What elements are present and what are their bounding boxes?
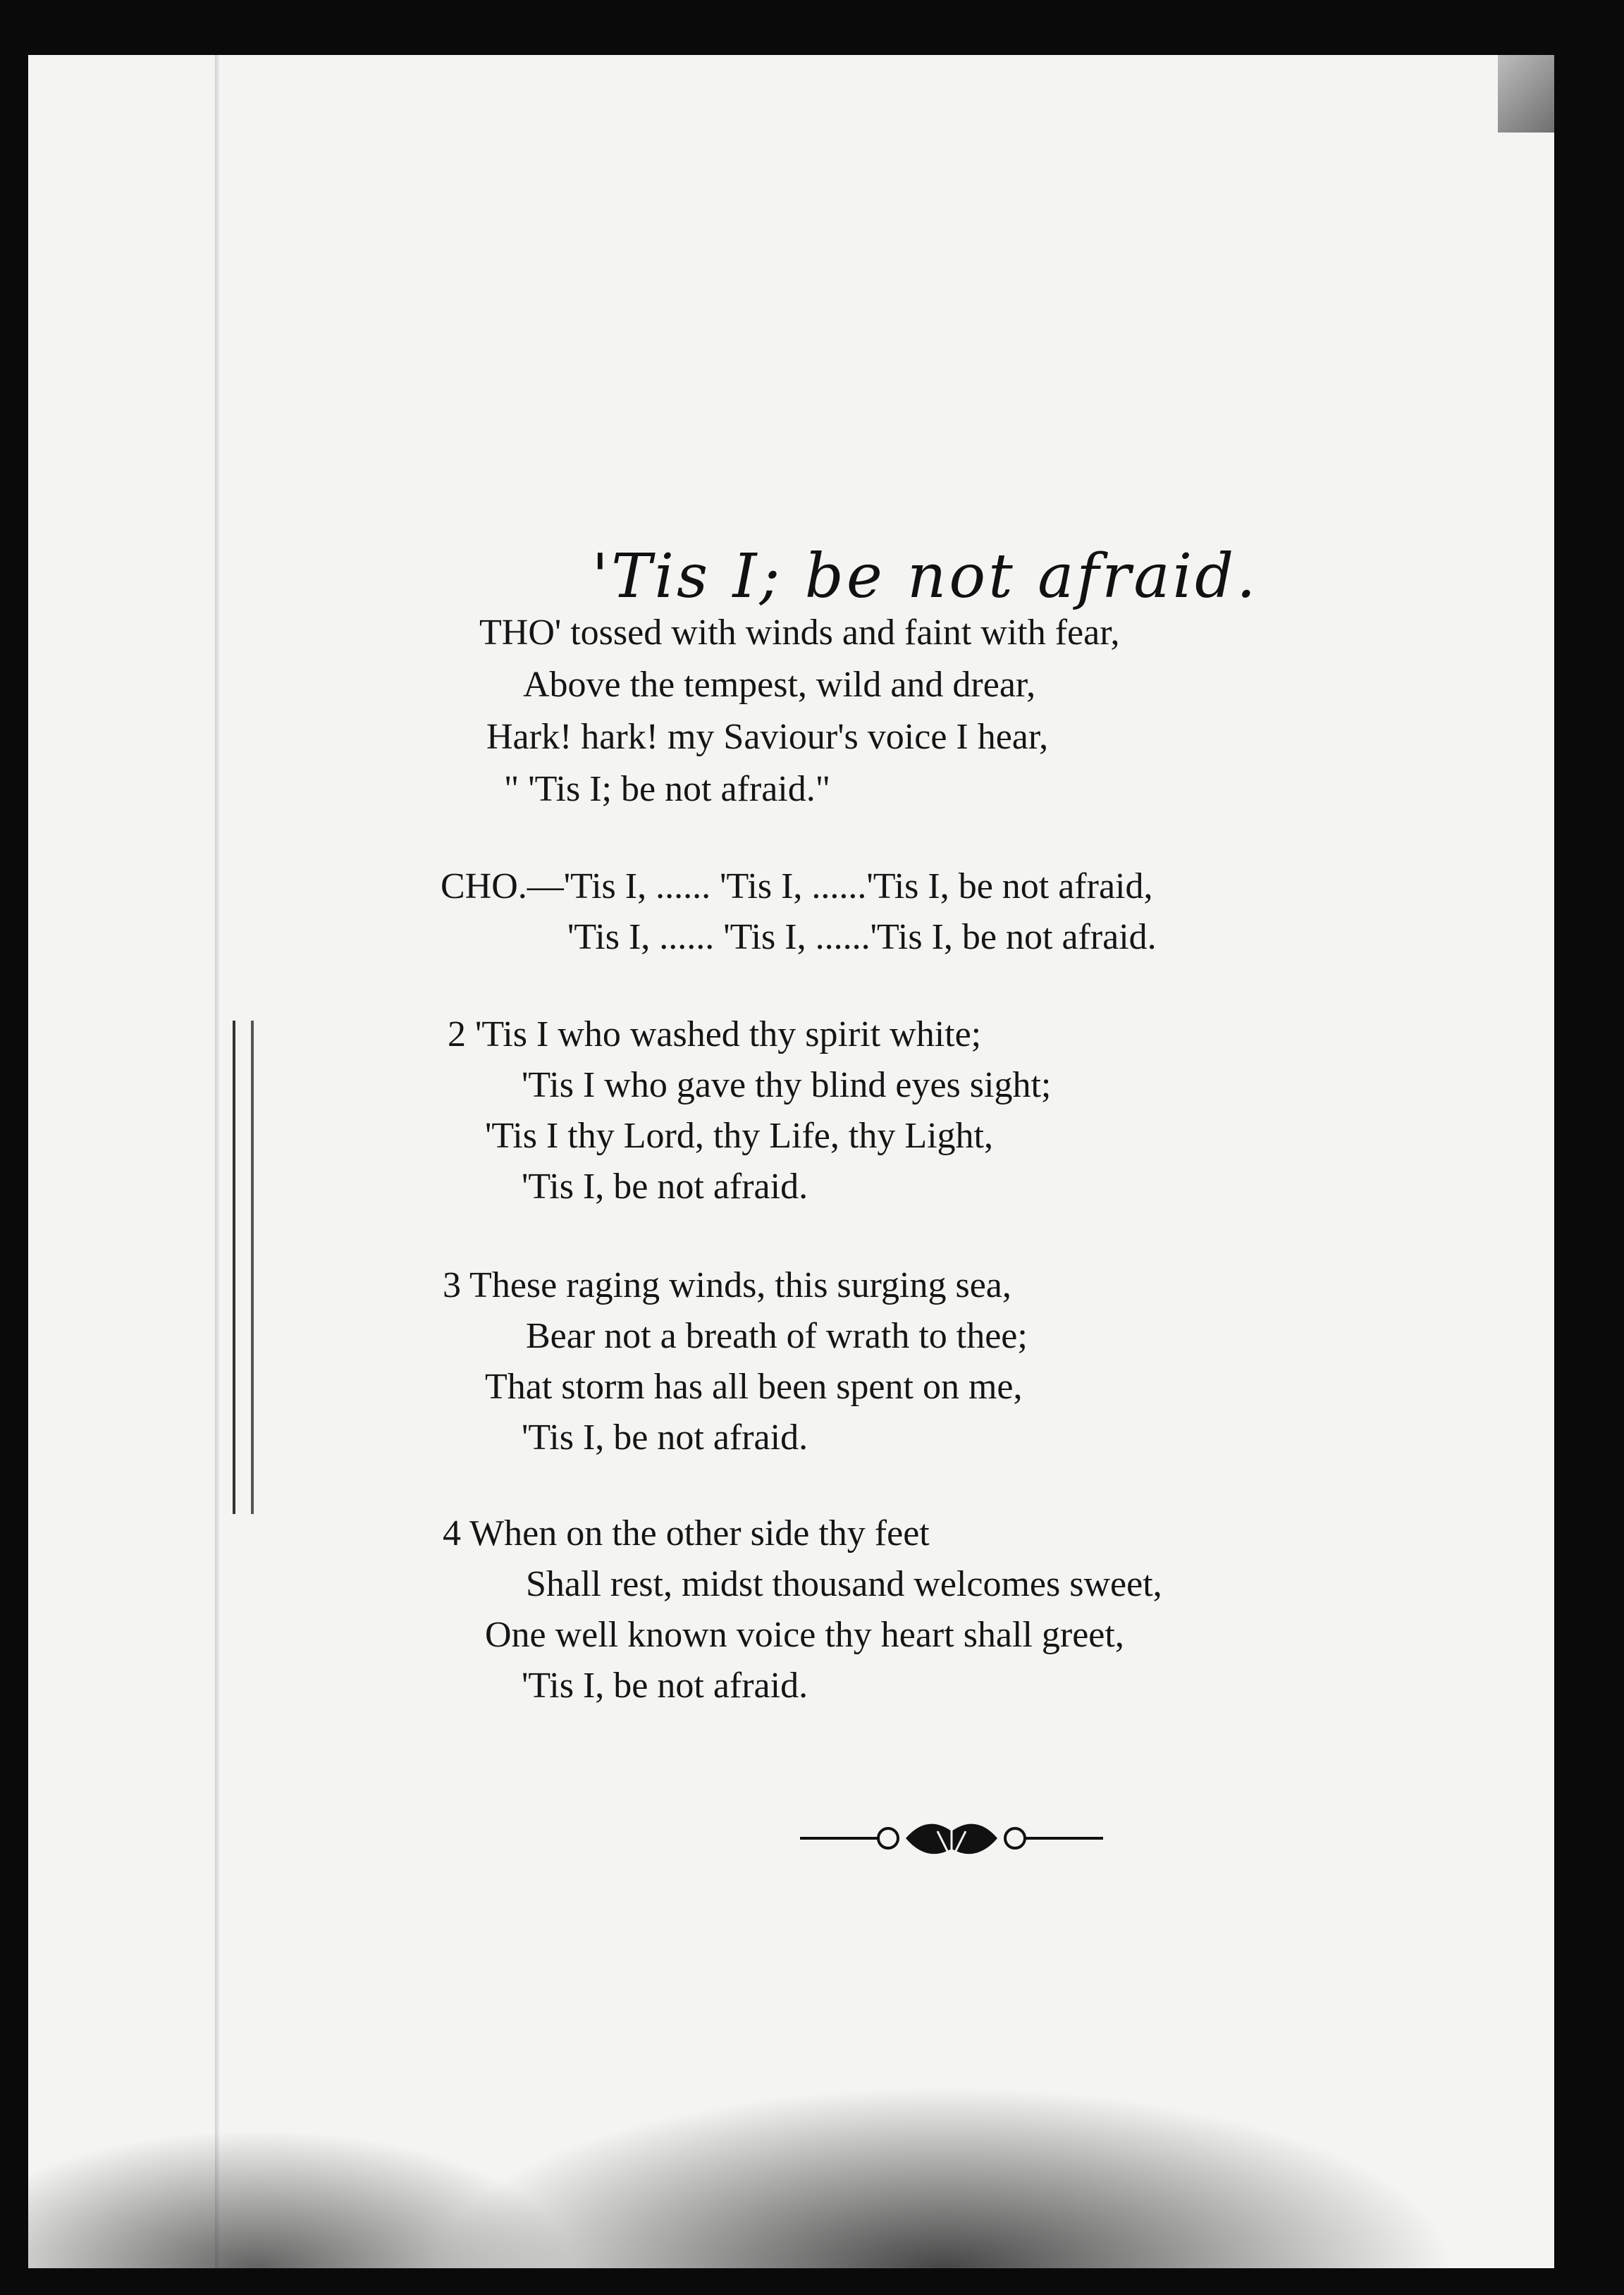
- book-page: [28, 55, 1554, 2268]
- stanza4-line4: 'Tis I, be not afraid.: [522, 1666, 808, 1706]
- stanza4-line2: Shall rest, midst thousand welcomes sweet,: [526, 1564, 1162, 1604]
- stanza3-line2: Bear not a breath of wrath to thee;: [526, 1316, 1028, 1356]
- ornament-divider: [800, 1810, 1103, 1866]
- stanza1-line3: Hark! hark! my Saviour's voice I hear,: [486, 717, 1049, 757]
- stanza2-line2: 'Tis I who gave thy blind eyes sight;: [522, 1065, 1052, 1105]
- water-stain: [28, 1761, 1554, 2268]
- stanza2-line3: 'Tis I thy Lord, thy Life, thy Light,: [485, 1116, 993, 1156]
- stanza1-line2: Above the tempest, wild and drear,: [523, 665, 1036, 705]
- chorus-line1: CHO.—'Tis I, ...... 'Tis I, ......'Tis I, be not afraid,: [441, 866, 1153, 906]
- page-corner: [1498, 55, 1554, 133]
- stanza3-line1: 3 These raging winds, this surging sea,: [443, 1265, 1011, 1305]
- binding-string: [233, 1021, 254, 1514]
- stanza3-line3: That storm has all been spent on me,: [485, 1367, 1023, 1407]
- chorus-line2: 'Tis I, ...... 'Tis I, ......'Tis I, be not afraid.: [567, 917, 1157, 957]
- stanza2-line4: 'Tis I, be not afraid.: [522, 1167, 808, 1207]
- stanza4-line3: One well known voice thy heart shall greet,: [485, 1615, 1124, 1655]
- stanza1-line1: THO' tossed with winds and faint with fear,: [479, 613, 1120, 653]
- stanza3-line4: 'Tis I, be not afraid.: [522, 1417, 808, 1458]
- stanza4-line1: 4 When on the other side thy feet: [443, 1513, 930, 1553]
- hymn-title: 'Tis I; be not afraid.: [591, 541, 1259, 612]
- stanza1-line4: " 'Tis I; be not afraid.": [504, 769, 830, 809]
- stanza2-line1: 2 'Tis I who washed thy spirit white;: [448, 1014, 982, 1054]
